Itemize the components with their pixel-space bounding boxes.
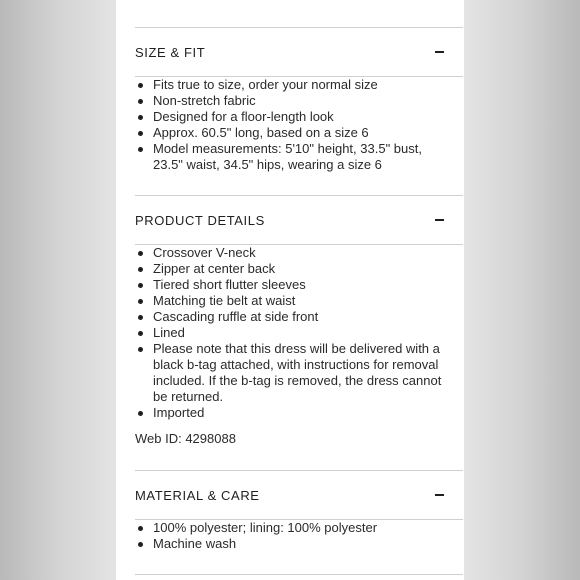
section-divider — [135, 470, 463, 471]
list-item: Fits true to size, order your normal size — [135, 77, 445, 93]
list-item: Imported — [135, 405, 445, 421]
list-item: Cascading ruffle at side front — [135, 309, 445, 325]
product-details-title: PRODUCT DETAILS — [135, 212, 265, 228]
product-details-list — [135, 245, 445, 421]
list-item: Designed for a floor-length look — [135, 109, 445, 125]
list-item: Lined — [135, 325, 445, 341]
collapse-minus-icon[interactable] — [435, 219, 444, 221]
list-item: 100% polyester; lining: 100% polyester — [135, 520, 445, 536]
list-item: Please note that this dress will be delivered with a black b-tag attached, with instructions for removal included. If the b-tag is removed, the dress cannot be returned. — [135, 341, 445, 405]
size-fit-section-header[interactable] — [135, 40, 445, 64]
size-fit-title: SIZE & FIT — [135, 44, 206, 60]
material-care-list — [135, 520, 445, 552]
collapse-minus-icon[interactable] — [435, 51, 444, 53]
list-item: Tiered short flutter sleeves — [135, 277, 445, 293]
list-item: Zipper at center back — [135, 261, 445, 277]
product-info-panel — [116, 0, 464, 580]
section-divider — [135, 27, 463, 28]
material-care-title: MATERIAL & CARE — [135, 487, 260, 503]
list-item: Machine wash — [135, 536, 445, 552]
size-fit-list — [135, 77, 445, 173]
section-divider — [135, 574, 463, 575]
list-item: Non-stretch fabric — [135, 93, 445, 109]
material-care-section-header[interactable] — [135, 483, 445, 507]
list-item: Matching tie belt at waist — [135, 293, 445, 309]
product-details-section-header[interactable] — [135, 208, 445, 232]
list-item: Model measurements: 5'10" height, 33.5" bust, 23.5" waist, 34.5" hips, wearing a size 6 — [135, 141, 445, 173]
list-item: Approx. 60.5" long, based on a size 6 — [135, 125, 445, 141]
list-item: Crossover V-neck — [135, 245, 445, 261]
web-id-text: Web ID: 4298088 — [135, 431, 236, 446]
section-divider — [135, 195, 463, 196]
collapse-minus-icon[interactable] — [435, 494, 444, 496]
